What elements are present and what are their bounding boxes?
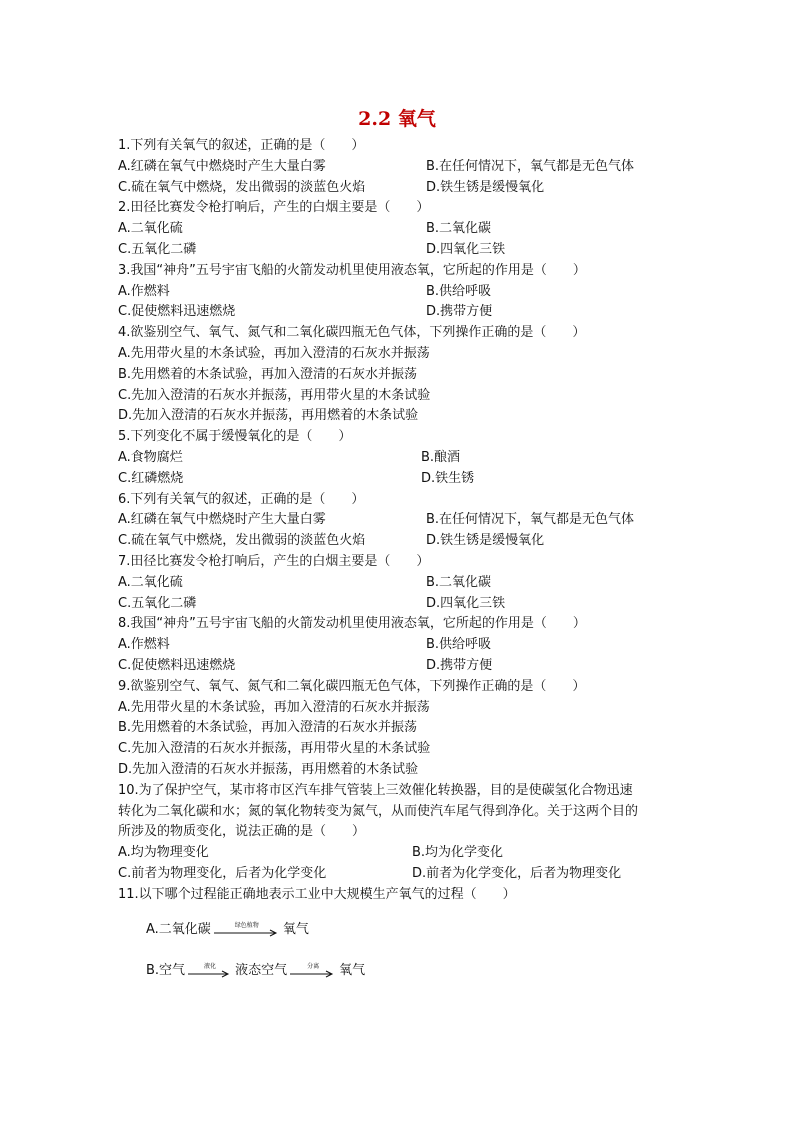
question-8-options-cd xyxy=(118,656,678,677)
question-6-option-b: B.在任何情况下，氧气都是无色气体 xyxy=(426,512,635,528)
question-5-option-c: C.红磷燃烧 xyxy=(118,470,184,486)
option-a-product: 氧气 xyxy=(282,921,309,937)
question-6-options-cd xyxy=(118,531,678,552)
question-7-options-ab xyxy=(118,573,678,594)
question-4-option-a: A.先用带火星的木条试验，再加入澄清的石灰水并振荡 xyxy=(118,345,430,361)
question-8-option-b: B.供给呼吸 xyxy=(426,637,492,653)
page-title: 2.2 氧气 xyxy=(358,108,436,130)
question-2-stem: 2.田径比赛发令枪打响后，产生的白烟主要是（ ） xyxy=(118,200,430,216)
reaction-arrow xyxy=(188,963,232,978)
question-4-option-b: B.先用燃着的木条试验，再加入澄清的石灰水并振荡 xyxy=(118,366,418,382)
question-8-option-d: D.携带方便 xyxy=(426,657,493,673)
arrow-condition-label: 绿色植物 xyxy=(234,922,259,930)
question-10-option-a: A.均为物理变化 xyxy=(118,845,209,861)
arrow-condition-label: 分离 xyxy=(307,963,320,971)
question-3-option-b: B.供给呼吸 xyxy=(426,283,492,299)
question-7-stem: 7.田径比赛发令枪打响后，产生的白烟主要是（ ） xyxy=(118,553,430,569)
question-5-options-cd xyxy=(118,469,678,490)
question-3-option-d: D.携带方便 xyxy=(426,304,493,320)
right-arrow-icon xyxy=(214,929,280,937)
question-7-option-a: A.二氧化硫 xyxy=(118,574,183,590)
question-5-option-b: B.酿酒 xyxy=(421,449,461,465)
question-10-options-ab xyxy=(118,843,678,864)
question-2-option-c: C.五氧化二磷 xyxy=(118,241,197,257)
question-6-option-c: C.硫在氧气中燃烧，发出微弱的淡蓝色火焰 xyxy=(118,533,366,549)
question-4-stem: 4.欲鉴别空气、氧气、氮气和二氧化碳四瓶无色气体，下列操作正确的是（ ） xyxy=(118,325,586,341)
question-9-stem: 9.欲鉴别空气、氧气、氮气和二氧化碳四瓶无色气体，下列操作正确的是（ ） xyxy=(118,678,586,694)
question-10-stem-line-1: 10.为了保护空气，某市将市区汽车排气管装上三效催化转换器，目的是使碳氢化合物迅速 xyxy=(118,782,633,798)
question-1-options-cd xyxy=(118,178,678,199)
question-2-option-d: D.四氧化三铁 xyxy=(426,241,506,257)
question-9-option-c: C.先加入澄清的石灰水并振荡，再用带火星的木条试验 xyxy=(118,741,431,757)
question-11-stem: 11.以下哪个过程能正确地表示工业中大规模生产氧气的过程（ ） xyxy=(118,886,516,902)
question-7-option-c: C.五氧化二磷 xyxy=(118,595,197,611)
question-3-option-c: C.促使燃料迅速燃烧 xyxy=(118,304,236,320)
question-10-option-d: D.前者为化学变化，后者为物理变化 xyxy=(412,865,622,881)
question-7-option-b: B.二氧化碳 xyxy=(426,574,492,590)
question-2-option-a: A.二氧化硫 xyxy=(118,221,183,237)
question-11-option-b xyxy=(146,950,678,991)
question-1-stem: 1.下列有关氧气的叙述，正确的是（ ） xyxy=(118,138,365,153)
question-2-options-ab xyxy=(118,219,678,240)
question-10-option-b: B.均为化学变化 xyxy=(412,845,504,861)
question-8-stem: 8.我国“神舟”五号宇宙飞船的火箭发动机里使用液态氧，它所起的作用是（ ） xyxy=(118,616,586,632)
right-arrow-icon xyxy=(188,970,232,978)
question-10-option-c: C.前者为物理变化，后者为化学变化 xyxy=(118,865,327,881)
option-a-reactant: A.二氧化碳 xyxy=(146,921,211,937)
question-3-option-a: A.作燃料 xyxy=(118,283,170,299)
question-3-options-ab xyxy=(118,282,678,303)
question-8-option-c: C.促使燃料迅速燃烧 xyxy=(118,657,236,673)
question-4-option-c: C.先加入澄清的石灰水并振荡，再用带火星的木条试验 xyxy=(118,387,431,403)
option-b-product: 氧气 xyxy=(339,962,366,978)
right-arrow-icon xyxy=(290,970,336,978)
question-2-option-b: B.二氧化碳 xyxy=(426,221,492,237)
question-10-stem-line-2: 转化为二氧化碳和水；氮的氧化物转变为氮气，从而使汽车尾气得到净化。关于这两个目的 xyxy=(118,803,639,819)
question-1-option-a: A.红磷在氧气中燃烧时产生大量白雾 xyxy=(118,158,326,174)
question-5-stem: 5.下列变化不属于缓慢氧化的是（ ） xyxy=(118,429,352,445)
option-b-reactant: B.空气 xyxy=(146,962,186,978)
question-7-option-d: D.四氧化三铁 xyxy=(426,595,506,611)
question-10-stem-line-3: 所涉及的物质变化，说法正确的是（ ） xyxy=(118,824,366,840)
option-b-intermediate: 液态空气 xyxy=(235,962,288,978)
question-6-stem: 6.下列有关氧气的叙述，正确的是（ ） xyxy=(118,491,365,507)
question-7-options-cd xyxy=(118,594,678,615)
question-6-options-ab xyxy=(118,510,678,531)
question-9-option-b: B.先用燃着的木条试验，再加入澄清的石灰水并振荡 xyxy=(118,720,418,736)
question-11-option-a xyxy=(146,909,678,950)
question-1-option-d: D.铁生锈是缓慢氧化 xyxy=(426,179,545,195)
question-8-option-a: A.作燃料 xyxy=(118,637,170,653)
question-6-option-a: A.红磷在氧气中燃烧时产生大量白雾 xyxy=(118,512,326,528)
question-1-option-c: C.硫在氧气中燃烧，发出微弱的淡蓝色火焰 xyxy=(118,179,366,195)
question-list xyxy=(118,136,678,991)
arrow-condition-label: 液化 xyxy=(204,963,217,971)
question-9-option-a: A.先用带火星的木条试验，再加入澄清的石灰水并振荡 xyxy=(118,699,430,715)
question-8-options-ab xyxy=(118,635,678,656)
question-2-options-cd xyxy=(118,240,678,261)
question-10-options-cd xyxy=(118,864,678,885)
question-5-option-a: A.食物腐烂 xyxy=(118,449,183,465)
question-3-options-cd xyxy=(118,302,678,323)
reaction-arrow xyxy=(214,922,280,937)
question-6-option-d: D.铁生锈是缓慢氧化 xyxy=(426,533,545,549)
question-3-stem: 3.我国“神舟”五号宇宙飞船的火箭发动机里使用液态氧，它所起的作用是（ ） xyxy=(118,262,586,278)
question-5-option-d: D.铁生锈 xyxy=(421,470,475,486)
reaction-arrow xyxy=(290,963,336,978)
question-4-option-d: D.先加入澄清的石灰水并振荡，再用燃着的木条试验 xyxy=(118,408,419,424)
question-5-options-ab xyxy=(118,448,678,469)
question-9-option-d: D.先加入澄清的石灰水并振荡，再用燃着的木条试验 xyxy=(118,761,419,777)
question-1-option-b: B.在任何情况下，氧气都是无色气体 xyxy=(426,158,635,174)
question-1-options-ab xyxy=(118,157,678,178)
